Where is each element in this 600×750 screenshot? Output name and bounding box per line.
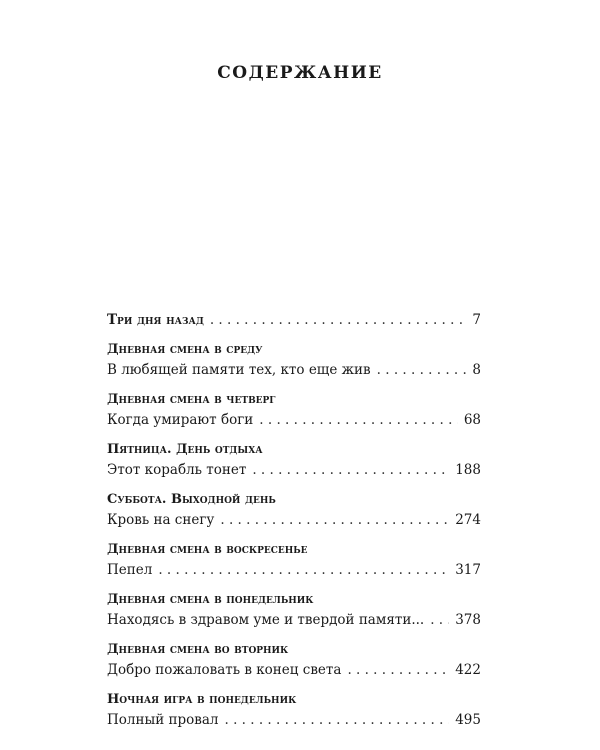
toc-section <box>107 641 481 681</box>
section-heading: Пятница. День отдыха <box>107 442 263 457</box>
page-number: 7 <box>472 312 481 328</box>
toc-section <box>107 491 481 531</box>
toc-entry <box>107 410 481 431</box>
page-number: 188 <box>455 462 481 478</box>
dot-leader <box>210 310 467 330</box>
section-heading: Суббота. Выходной день <box>107 492 276 507</box>
section-heading: Дневная смена в среду <box>107 342 263 357</box>
section-heading: Дневная смена во вторник <box>107 642 289 657</box>
toc-section <box>107 341 481 381</box>
section-heading: Дневная смена в воскресенье <box>107 542 308 557</box>
toc-entry <box>107 610 481 631</box>
dot-leader <box>259 410 458 430</box>
toc-section <box>107 691 481 731</box>
chapter-title: Этот корабль тонет <box>107 462 247 478</box>
page-number: 8 <box>472 362 481 378</box>
page-title: СОДЕРЖАНИЕ <box>217 63 383 83</box>
toc-entry-label: Три дня назад <box>107 312 204 328</box>
toc-section <box>107 541 481 581</box>
dot-leader <box>225 710 450 730</box>
chapter-title: Находясь в здравом уме и твердой памяти... <box>107 612 425 628</box>
page-number: 495 <box>455 712 481 728</box>
toc-section <box>107 310 481 331</box>
chapter-title: Пепел <box>107 562 153 578</box>
toc-section <box>107 591 481 631</box>
chapter-title: Добро пожаловать в конец света <box>107 662 342 678</box>
dot-leader <box>430 610 449 630</box>
chapter-title: Когда умирают боги <box>107 412 254 428</box>
section-heading: Ночная игра в понедельник <box>107 692 297 707</box>
dot-leader <box>158 560 449 580</box>
chapter-title: В любящей памяти тех, кто еще жив <box>107 362 371 378</box>
toc-entry <box>107 460 481 481</box>
page-number: 68 <box>463 412 481 428</box>
chapter-title: Полный провал <box>107 712 219 728</box>
toc-entry <box>107 710 481 731</box>
page-number: 317 <box>455 562 481 578</box>
page-number: 422 <box>455 662 481 678</box>
toc-entry <box>107 660 481 681</box>
chapter-title: Кровь на снегу <box>107 512 215 528</box>
toc-entry <box>107 560 481 581</box>
page-number: 378 <box>455 612 481 628</box>
section-heading: Дневная смена в понедельник <box>107 592 314 607</box>
toc-section <box>107 391 481 431</box>
section-heading: Дневная смена в четверг <box>107 392 276 407</box>
toc-entry <box>107 360 481 381</box>
page-number: 274 <box>455 512 481 528</box>
table-of-contents <box>107 310 481 731</box>
toc-entry <box>107 310 481 331</box>
dot-leader <box>377 360 467 380</box>
dot-leader <box>347 660 449 680</box>
dot-leader <box>220 510 449 530</box>
toc-section <box>107 441 481 481</box>
toc-entry <box>107 510 481 531</box>
dot-leader <box>252 460 449 480</box>
